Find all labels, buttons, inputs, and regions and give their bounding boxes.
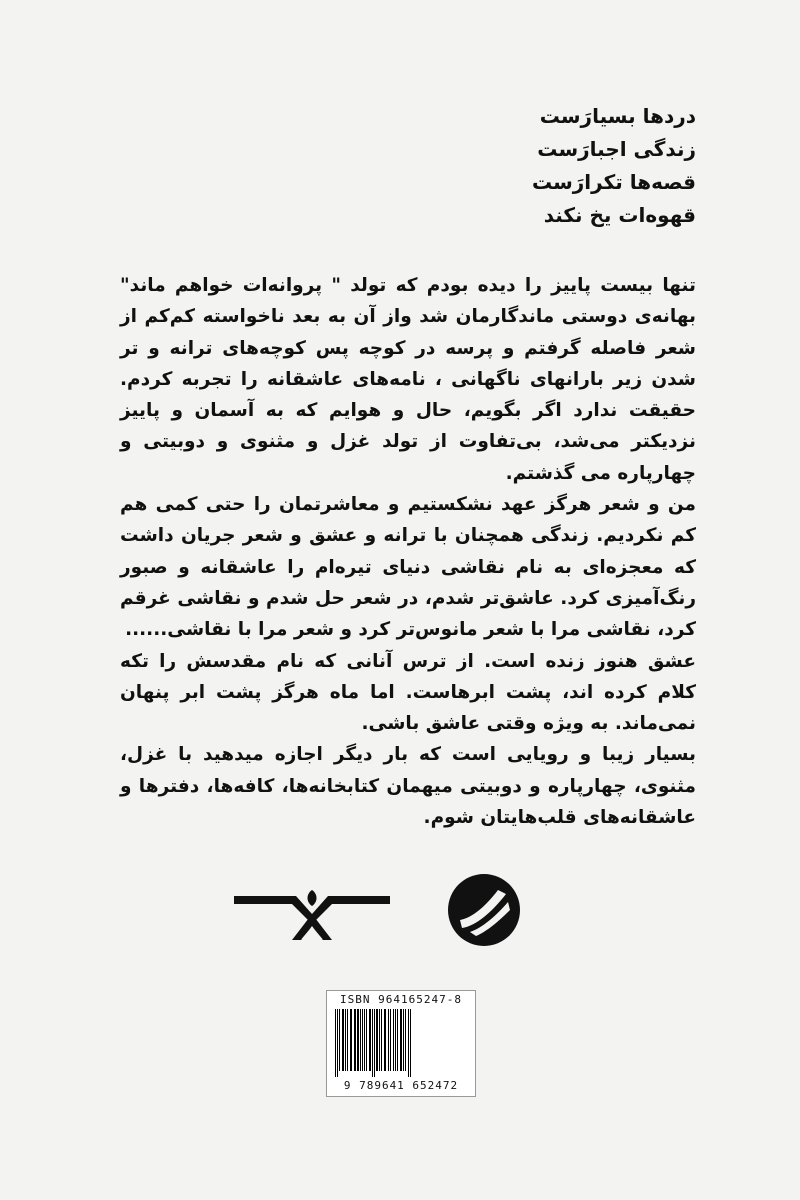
poem-line: دردها بسیارَست — [539, 104, 696, 128]
barcode-bar — [350, 1009, 352, 1071]
ean-digits: 9 789641 652472 — [343, 1079, 459, 1092]
poem-line: قصه‌ها تکرارَست — [531, 170, 696, 194]
barcode-bar — [354, 1009, 356, 1071]
barcode-bar — [360, 1009, 361, 1071]
barcode-bar — [345, 1009, 346, 1071]
barcode-bar — [397, 1009, 398, 1071]
prose-paragraph: بسیار زیبا و رویایی است که بار دیگر اجازه میدهید با غزل، مثنوی، چهارپاره و دوبیتی میهمان کتابخانه‌ها، کافه‌ها، دفترها و عاشقانه‌های قلب‌هایتان شوم. — [120, 744, 696, 829]
logo-row — [0, 860, 800, 960]
barcode-bar — [388, 1009, 389, 1071]
barcode-bar — [395, 1009, 396, 1071]
barcode-bar — [366, 1009, 367, 1071]
barcode-bar — [379, 1009, 380, 1071]
barcode-bar — [400, 1009, 402, 1071]
barcode-bar — [347, 1009, 348, 1071]
barcode-bar — [372, 1009, 373, 1077]
prose-paragraph: من و شعر هرگز عهد نشکستیم و معاشرتمان را حتی کمی هم کم نکردیم. زندگی همچنان با ترانه و عشق و شعر جریان داشت که معجزه‌ای به نام نقاشی دنیای تیره‌ام را عاشقانه و صبور رنگ‌آمیزی کرد. عاشق‌تر شدم، در شعر حل شدم و نقاشی غرقم کرد، نقاشی مرا با شعر مانوس‌تر کرد و شعر مرا با نقاشی...... — [120, 494, 696, 641]
barcode-bar — [381, 1009, 382, 1071]
poem-block — [532, 100, 696, 232]
poem-line: زندگی اجبارَست — [537, 137, 696, 161]
barcode-bar — [384, 1009, 386, 1071]
barcode-bar — [408, 1009, 409, 1077]
bird-book-logo-icon — [232, 884, 392, 944]
barcode — [333, 1009, 469, 1077]
barcode-bar — [335, 1009, 336, 1077]
barcode-bar — [357, 1009, 359, 1071]
barcode-bar — [374, 1009, 375, 1077]
poem-line: قهوه‌ات یخ نکند — [543, 203, 696, 227]
barcode-bar — [362, 1009, 363, 1071]
barcode-bar — [410, 1009, 411, 1077]
isbn-barcode — [326, 990, 476, 1097]
prose-paragraph: تنها بیست پاییز را دیده بودم که تولد " پروانه‌ات خواهم ماند" بهانه‌ی دوستی ماندگارمان شد واز آن به بعد ناخواسته کم‌کم از شعر فاصله گرفتم و پرسه در کوچه پس کوچه‌های ترانه و تر شدن زیر بارانهای ناگهانی ، نامه‌های عاشقانه را تجربه کردم. حقیقت ندارد اگر بگویم، حال و هوایم که به آسمان و پاییز نزدیکتر می‌شد، بی‌تفاوت از تولد غزل و مثنوی و دوبیتی و چهارپاره می گذشتم. — [120, 275, 696, 484]
barcode-bar — [337, 1009, 338, 1077]
barcode-bar — [376, 1009, 378, 1071]
barcode-bar — [390, 1009, 391, 1071]
publisher-circle-logo-icon — [446, 872, 522, 948]
isbn-label: ISBN 964165247-8 — [340, 993, 462, 1006]
barcode-bar — [405, 1009, 406, 1071]
barcode-bar — [339, 1009, 340, 1071]
barcode-bar — [342, 1009, 344, 1071]
barcode-bar — [369, 1009, 371, 1071]
barcode-bar — [393, 1009, 394, 1071]
prose-block — [120, 270, 696, 833]
barcode-bar — [364, 1009, 365, 1071]
barcode-bar — [403, 1009, 404, 1071]
prose-paragraph: عشق هنوز زنده است. از ترس آنانی که نام مقدسش را تکه کلام کرده اند، پشت ابرهاست. اما ماه هرگز پشت ابر پنهان نمی‌ماند. به ویژه وقتی عاشق باشی. — [120, 650, 696, 735]
